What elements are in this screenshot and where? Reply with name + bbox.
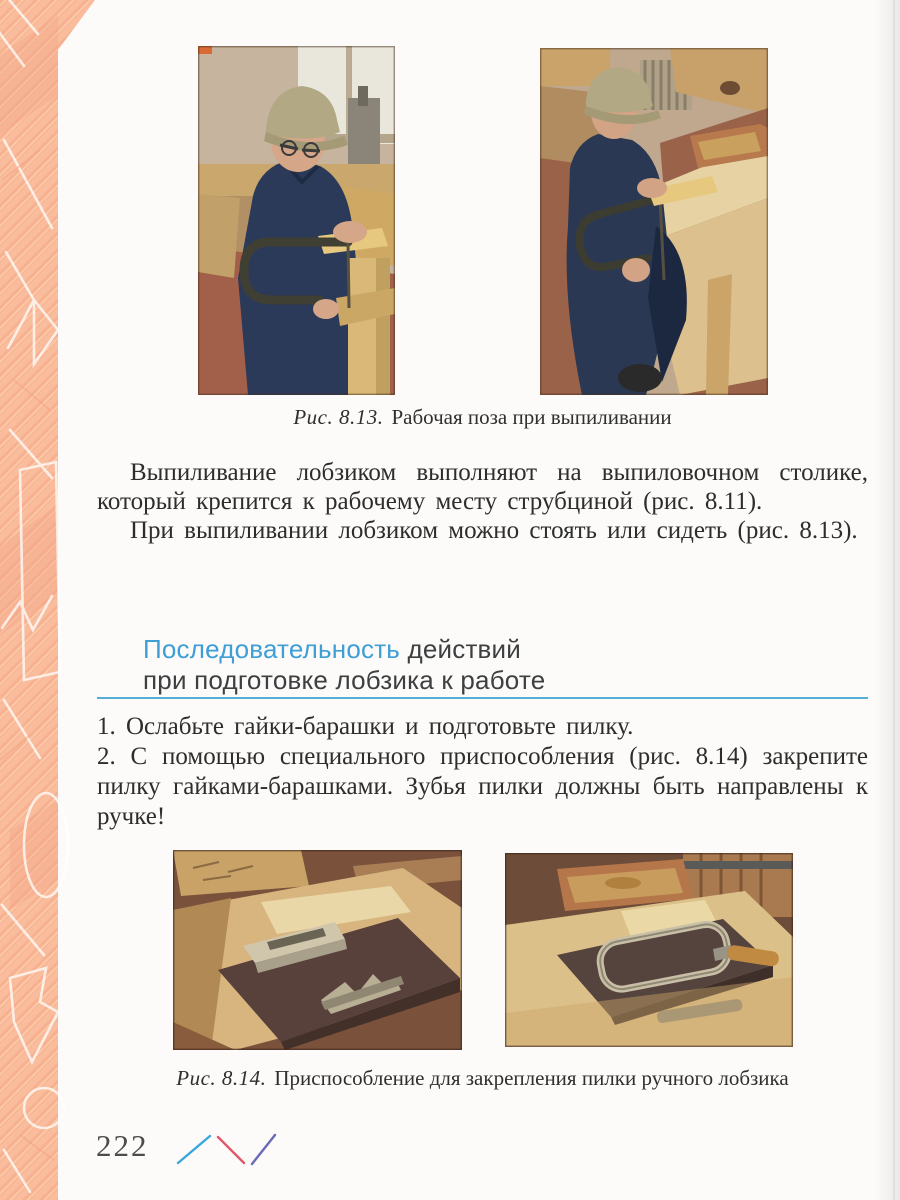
figure-8-14-caption-text: Приспособление для закрепления пилки ручного лобзика [274, 1066, 789, 1090]
figure-8-13-caption-text: Рабочая поза при выпиливании [391, 405, 672, 429]
scan-streak [893, 0, 895, 1200]
figure-8-14-photo-saw-clamped [505, 853, 793, 1047]
slash-cyan-icon [178, 1136, 210, 1163]
section-heading-rest: действий [400, 634, 522, 664]
step-1: 1. Ослабьте гайки-барашки и подготовьте пилку. [97, 713, 634, 740]
page-edge-decoration [0, 0, 110, 1200]
paragraph-stand-or-sit: При выпиливании лобзиком можно стоять или сидеть (рис. 8.13). [130, 517, 858, 544]
section-heading-line1 [143, 634, 868, 665]
steps-list [97, 712, 868, 832]
figure-8-13-caption-label: Рис. 8.13. [293, 405, 384, 429]
section-divider-rule [97, 697, 868, 699]
step-2: 2. С помощью специального приспособления (рис. 8.14) закрепите пилку гайками-барашками. Зубья пилки должны быть направлены к ручке! [97, 743, 868, 830]
section-heading-highlight: Последовательность [143, 634, 401, 664]
body-text [97, 458, 868, 545]
slash-purple-icon [252, 1135, 275, 1164]
footer-decoration [172, 1130, 284, 1168]
figure-8-13-photo-standing [198, 46, 395, 395]
figure-8-13-photo-sitting [540, 48, 768, 395]
section-heading-line2: при подготовке лобзика к работе [143, 665, 546, 695]
figure-8-14-caption-label: Рис. 8.14. [176, 1066, 267, 1090]
slash-red-icon [218, 1137, 244, 1163]
section-heading [143, 634, 868, 696]
paragraph-sawing-table: Выпиливание лобзиком выполняют на выпиловочном столике, который крепится к рабочему месту струбциной (рис. 8.11). [97, 459, 868, 515]
page-number: 222 [96, 1128, 149, 1163]
figure-8-14-photo-device [173, 850, 462, 1050]
figure-8-13-caption [97, 405, 868, 430]
figure-8-14-caption [97, 1066, 868, 1091]
scan-shadow-right [874, 0, 900, 1200]
